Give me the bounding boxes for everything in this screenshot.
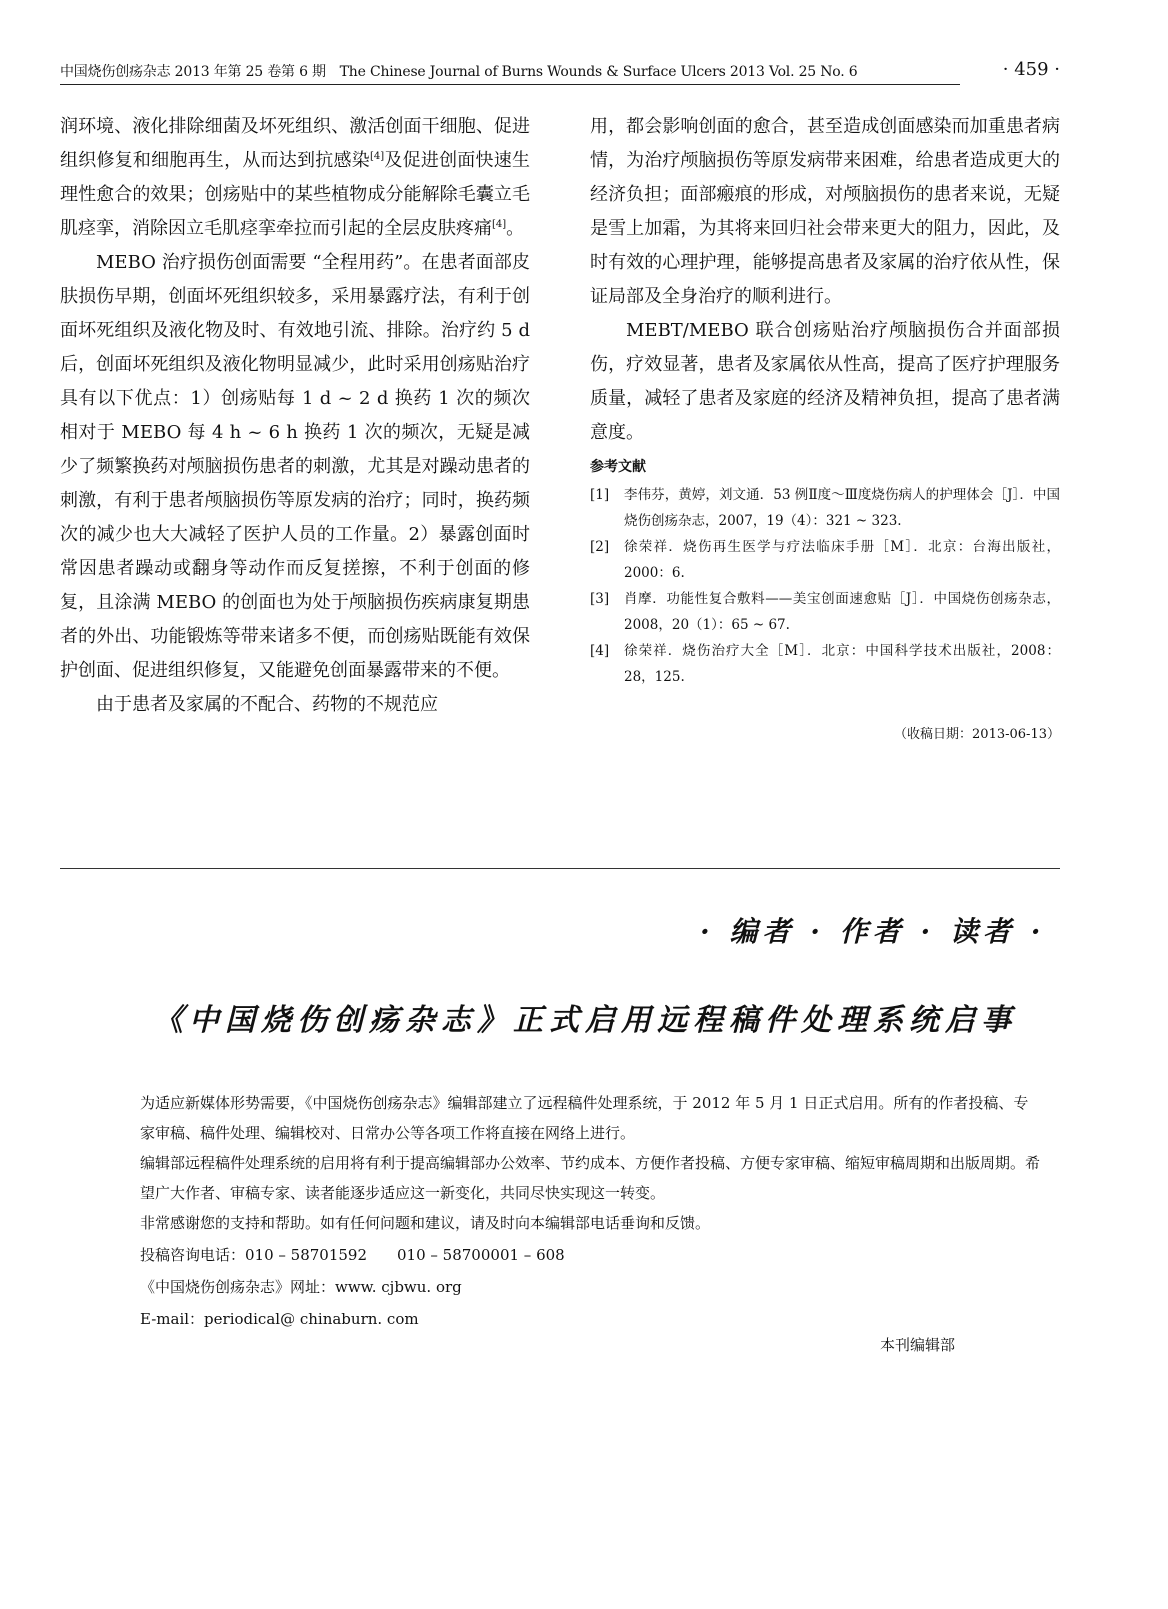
notice-paragraph-3: 非常感谢您的支持和帮助。如有任何问题和建议，请及时向本编辑部电话垂询和反馈。 bbox=[140, 1214, 711, 1232]
right-column bbox=[590, 110, 1060, 752]
left-column bbox=[60, 110, 530, 722]
reference-item: [3] 肖摩．功能性复合敷料——美宝创面速愈贴［J］．中国烧伤创疡杂志，2008，20（1）：65 ~ 67. bbox=[590, 591, 1060, 633]
reference-item: [2] 徐荣祥．烧伤再生医学与疗法临床手册［M］．北京：台海出版社，2000：6. bbox=[590, 539, 1060, 581]
notice-paragraph-1: 为适应新媒体形势需要，《中国烧伤创疡杂志》编辑部建立了远程稿件处理系统，于 2012 年 5 月 1 日正式启用。所有的作者投稿、专家审稿、稿件处理、编辑校对、日常办公等各项工作将直接在网络上进行。 bbox=[140, 1094, 1029, 1142]
section-label: · 编者 · 作者 · 读者 · bbox=[700, 915, 1046, 948]
citation-4: [4] bbox=[369, 151, 385, 162]
notice-website: 《中国烧伤创疡杂志》网址：www. cjbwu. org bbox=[140, 1278, 462, 1296]
notice-phone: 投稿咨询电话：010 – 58701592 010 – 58700001 – 608 bbox=[140, 1246, 565, 1264]
header-rule bbox=[60, 84, 960, 85]
left-paragraph-1: 润环境、液化排除细菌及坏死组织、激活创面干细胞、促进组织修复和细胞再生，从而达到抗感染[4]及促进创面快速生理性愈合的效果；创疡贴中的某些植物成分能解除毛囊立毛肌痉挛，消除因立毛肌痉挛牵拉而引起的全层皮肤疼痛[4]。 bbox=[60, 116, 531, 239]
page-number: · 459 · bbox=[1002, 59, 1060, 80]
left-paragraph-2: MEBO 治疗损伤创面需要 “全程用药”。在患者面部皮肤损伤早期，创面坏死组织较多，采用暴露疗法，有利于创面坏死组织及液化物及时、有效地引流、排除。治疗约 5 d 后，创面坏死组织及液化物明显减少，此时采用创疡贴治疗具有以下优点：1）创疡贴每 1 d ~ 2 d 换药 1 次的频次相对于 MEBO 每 4 h ~ 6 h 换药 1 次的频次，无疑是减少了频繁换药对颅脑损伤患者的刺激，尤其是对躁动患者的刺激，有利于患者颅脑损伤等原发病的治疗；同时，换药频次的减少也大大减轻了医护人员的工作量。2）暴露创面时常因患者躁动或翻身等动作而反复搓擦，不利于创面的修复，且涂满 MEBO 的创面也为处于颅脑损伤疾病康复期患者的外出、功能锻炼等带来诸多不便，而创疡贴既能有效保护创面、促进组织修复，又能避免创面暴露带来的不便。 bbox=[60, 252, 530, 681]
notice-title: 《中国烧伤创疡杂志》正式启用远程稿件处理系统启事 bbox=[153, 1003, 1017, 1038]
references-heading: 参考文献 bbox=[590, 459, 646, 475]
citation-4: [4] bbox=[492, 219, 507, 230]
notice-signature: 本刊编辑部 bbox=[880, 1336, 956, 1354]
notice-paragraph-2: 编辑部远程稿件处理系统的启用将有利于提高编辑部办公效率、节约成本、方便作者投稿、方便专家审稿、缩短审稿周期和出版周期。希望广大作者、审稿专家、读者能逐步适应这一新变化，共同尽快实现这一转变。 bbox=[140, 1154, 1041, 1202]
journal-header-line: 中国烧伤创疡杂志 2013 年第 25 卷第 6 期 The Chinese Journal of Burns Wounds & Surface Ulcers 2013 Vol. 25 No. 6 bbox=[60, 64, 858, 80]
reference-item: [4] 徐荣祥．烧伤治疗大全［M］．北京：中国科学技术出版社，2008：28，125. bbox=[590, 643, 1060, 685]
right-paragraph-1: 用，都会影响创面的愈合，甚至造成创面感染而加重患者病情，为治疗颅脑损伤等原发病带来困难，给患者造成更大的经济负担；面部瘢痕的形成，对颅脑损伤的患者来说，无疑是雪上加霜，为其将来回归社会带来更大的阻力，因此，及时有效的心理护理，能够提高患者及家属的治疗依从性，保证局部及全身治疗的顺利进行。 bbox=[590, 116, 1060, 307]
running-header bbox=[60, 60, 1060, 86]
received-date: （收稿日期：2013-06-13） bbox=[894, 727, 1060, 742]
left-paragraph-3: 由于患者及家属的不配合、药物的不规范应 bbox=[96, 694, 438, 715]
section-divider bbox=[60, 868, 1060, 869]
notice-body bbox=[140, 1088, 1040, 1334]
references-list bbox=[590, 482, 1060, 690]
reference-item: [1] 李伟芬，黄婷，刘文通．53 例Ⅱ度～Ⅲ度烧伤病人的护理体会［J］．中国烧伤创疡杂志，2007，19（4）：321 ~ 323. bbox=[590, 487, 1060, 529]
notice-email: E-mail：periodical@ chinaburn. com bbox=[140, 1310, 419, 1328]
right-paragraph-2: MEBT/MEBO 联合创疡贴治疗颅脑损伤合并面部损伤，疗效显著，患者及家属依从性高，提高了医疗护理服务质量，减轻了患者及家庭的经济及精神负担，提高了患者满意度。 bbox=[590, 320, 1060, 443]
